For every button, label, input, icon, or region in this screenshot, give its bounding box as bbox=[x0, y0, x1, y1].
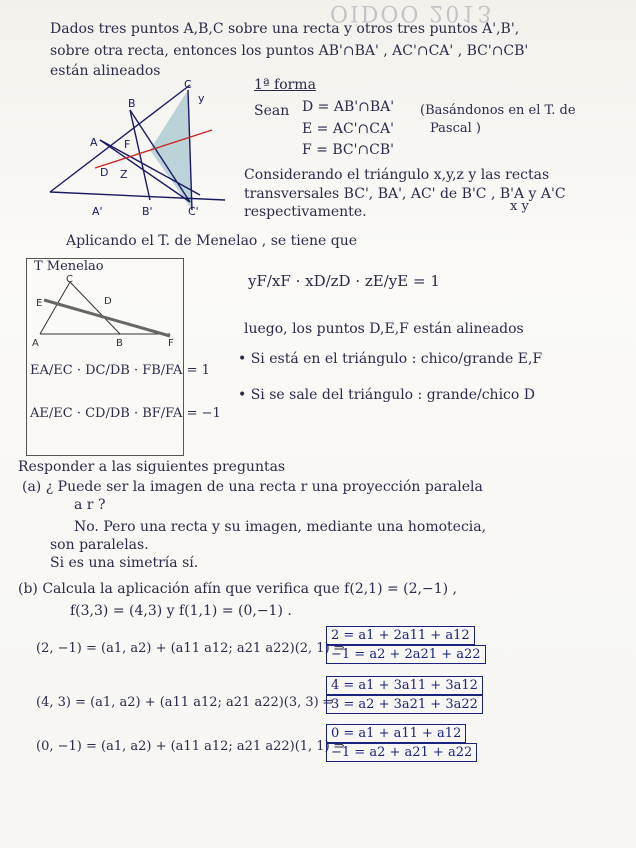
label-b-prime: B' bbox=[142, 205, 153, 218]
def-e: E = AC'∩CA' bbox=[302, 121, 394, 137]
considering-line-3: respectivamente. bbox=[244, 204, 367, 220]
label-a-prime: A' bbox=[92, 205, 103, 218]
menelao-label-b: B bbox=[116, 338, 123, 346]
ratio-equation: yF/xF · xD/zD · zE/yE = 1 bbox=[248, 272, 440, 290]
inside-triangle: • Si está en el triángulo : chico/grande E,F bbox=[238, 351, 543, 367]
considering-line-2: transversales BC', BA', AC' de B'C , B'A y A'C bbox=[244, 186, 566, 202]
menelao-title: T Menelao bbox=[34, 259, 104, 274]
intro-line-2: sobre otra recta, entonces los puntos AB'∩BA' , AC'∩CA' , BC'∩CB' bbox=[50, 43, 529, 59]
question-a-line-2: a r ? bbox=[74, 497, 106, 513]
eq-1b: −1 = a2 + 2a21 + a22 bbox=[326, 645, 486, 664]
question-b-line-2: f(3,3) = (4,3) y f(1,1) = (0,−1) . bbox=[70, 603, 292, 619]
label-c: C bbox=[184, 80, 192, 91]
label-c-prime: C' bbox=[188, 205, 199, 218]
menelao-label-c: C bbox=[66, 274, 73, 285]
eq-2a: 4 = a1 + 3a11 + 3a12 bbox=[326, 676, 483, 695]
bleed-through-text: OIDOO 2013 bbox=[330, 0, 494, 25]
def-d: D = AB'∩BA' bbox=[302, 99, 395, 115]
label-f: F bbox=[124, 138, 131, 151]
menelao-label-f: F bbox=[168, 338, 174, 346]
intro-line-1: Dados tres puntos A,B,C sobre una recta y otros tres puntos A',B', bbox=[50, 21, 520, 37]
considering-xy: x y bbox=[510, 199, 529, 214]
menelao-formula-1: EA/EC · DC/DB · FB/FA = 1 bbox=[30, 363, 210, 378]
menelao-figure bbox=[30, 274, 180, 346]
sean-label: Sean bbox=[254, 103, 290, 119]
label-z: Z bbox=[120, 168, 128, 181]
menelao-label-d: D bbox=[104, 296, 112, 307]
intro-line-3: están alineados bbox=[50, 63, 161, 79]
def-f: F = BC'∩CB' bbox=[302, 142, 395, 158]
menelao-label-a: A bbox=[32, 338, 39, 346]
question-a-line-1: (a) ¿ Puede ser la imagen de una recta r una proyección paralela bbox=[22, 479, 483, 495]
pascal-note-1: (Basándonos en el T. de bbox=[420, 103, 576, 118]
outside-triangle: • Si se sale del triángulo : grande/chico D bbox=[238, 387, 535, 403]
applying-menelao: Aplicando el T. de Menelao , se tiene que bbox=[66, 233, 358, 249]
answer-a-line-3: Si es una simetría sí. bbox=[50, 555, 199, 571]
questions-heading: Responder a las siguientes preguntas bbox=[18, 459, 286, 475]
eq-3b: −1 = a2 + a21 + a22 bbox=[326, 743, 477, 762]
eq-1a: 2 = a1 + 2a11 + a12 bbox=[326, 626, 475, 645]
answer-a-line-1: No. Pero una recta y su imagen, mediante una homotecia, bbox=[74, 519, 487, 535]
then-collinear: luego, los puntos D,E,F están alineados bbox=[244, 321, 524, 337]
projective-figure bbox=[40, 80, 240, 230]
matrix-eq-1: (2, −1) = (a1, a2) + (a11 a12; a21 a22)(2, 1) ⇒ bbox=[36, 641, 345, 656]
matrix-eq-3: (0, −1) = (a1, a2) + (a11 a12; a21 a22)(1, 1) ⇒ bbox=[36, 739, 345, 754]
label-d: D bbox=[100, 166, 109, 179]
answer-a-line-2: son paralelas. bbox=[50, 537, 149, 553]
label-y: y bbox=[198, 92, 205, 105]
label-b: B bbox=[128, 97, 136, 110]
considering-line-1: Considerando el triángulo x,y,z y las rectas bbox=[244, 167, 550, 183]
menelao-formula-2: AE/EC · CD/DB · BF/FA = −1 bbox=[30, 406, 221, 421]
label-a: A bbox=[90, 136, 98, 149]
pascal-note-2: Pascal ) bbox=[430, 121, 481, 136]
eq-3a: 0 = a1 + a11 + a12 bbox=[326, 724, 466, 743]
question-b-line-1: (b) Calcula la aplicación afín que verifica que f(2,1) = (2,−1) , bbox=[18, 581, 458, 597]
matrix-eq-2: (4, 3) = (a1, a2) + (a11 a12; a21 a22)(3, 3) ⇒ bbox=[36, 695, 334, 710]
first-method-title: 1ª forma bbox=[254, 77, 316, 93]
menelao-label-e: E bbox=[36, 298, 43, 309]
eq-2b: 3 = a2 + 3a21 + 3a22 bbox=[326, 695, 483, 714]
line-prime bbox=[50, 192, 225, 200]
